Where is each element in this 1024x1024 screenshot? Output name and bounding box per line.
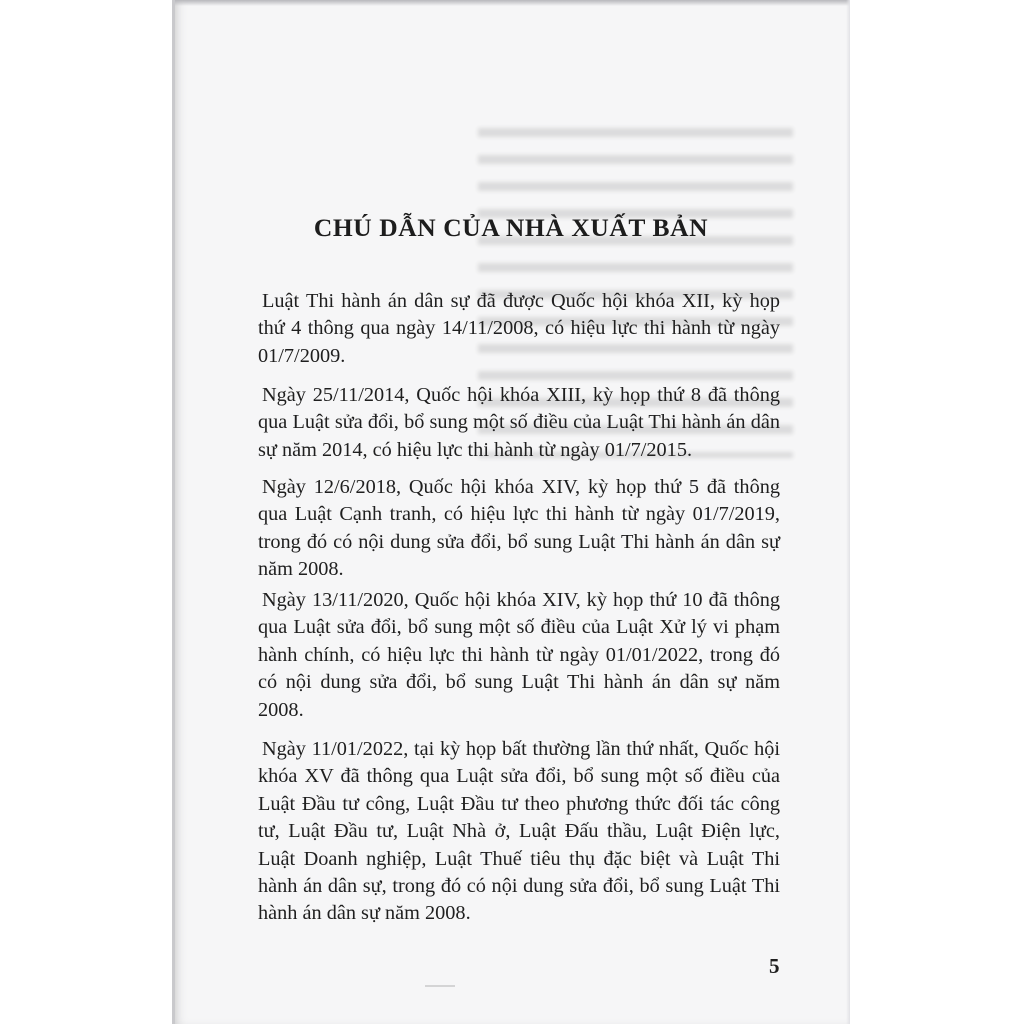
page-heading: CHÚ DẪN CỦA NHÀ XUẤT BẢN [313, 213, 709, 242]
paragraph: Ngày 12/6/2018, Quốc hội khóa XIV, kỳ họp thứ 5 đã thông qua Luật Cạnh tranh, có hiệu lực thi hành từ ngày 01/7/2019, trong đó có nội dung sửa đổi, bổ sung Luật Thi hành án dân sự năm 2008. [258, 476, 780, 581]
page-top-edge [172, 0, 850, 6]
paragraph: Ngày 25/11/2014, Quốc hội khóa XIII, kỳ họp thứ 8 đã thông qua Luật sửa đổi, bổ sung một số điều của Luật Thi hành án dân sự năm 2014, có hiệu lực thi hành từ ngày 01/7/2015. [258, 384, 780, 461]
page-number: 5 [769, 954, 780, 978]
paragraph: Ngày 13/11/2020, Quốc hội khóa XIV, kỳ họp thứ 10 đã thông qua Luật sửa đổi, bổ sung một số điều của Luật Xử lý vi phạm hành chính, có hiệu lực thi hành từ ngày 01/01/2022, trong đó có nội dung sửa đổi, bổ sung Luật Thi hành án dân sự năm 2008. [258, 589, 780, 721]
page-right-edge [846, 0, 850, 1024]
page-spine-edge [172, 0, 175, 1024]
paragraph: Ngày 11/01/2022, tại kỳ họp bất thường lần thứ nhất, Quốc hội khóa XV đã thông qua Luật sửa đổi, bổ sung một số điều của Luật Đầu tư công, Luật Đầu tư theo phương thức đối tác công tư, Luật Đầu tư, Luật Nhà ở, Luật Đấu thầu, Luật Điện lực, Luật Doanh nghiệp, Luật Thuế tiêu thụ đặc biệt và Luật Thi hành án dân sự, trong đó có nội dung sửa đổi, bổ sung Luật Thi hành án dân sự năm 2008. [258, 738, 780, 925]
paragraph: Luật Thi hành án dân sự đã được Quốc hội khóa XII, kỳ họp thứ 4 thông qua ngày 14/11/2008, có hiệu lực thi hành từ ngày 01/7/2009. [258, 290, 780, 367]
footer-smudge [425, 985, 455, 987]
